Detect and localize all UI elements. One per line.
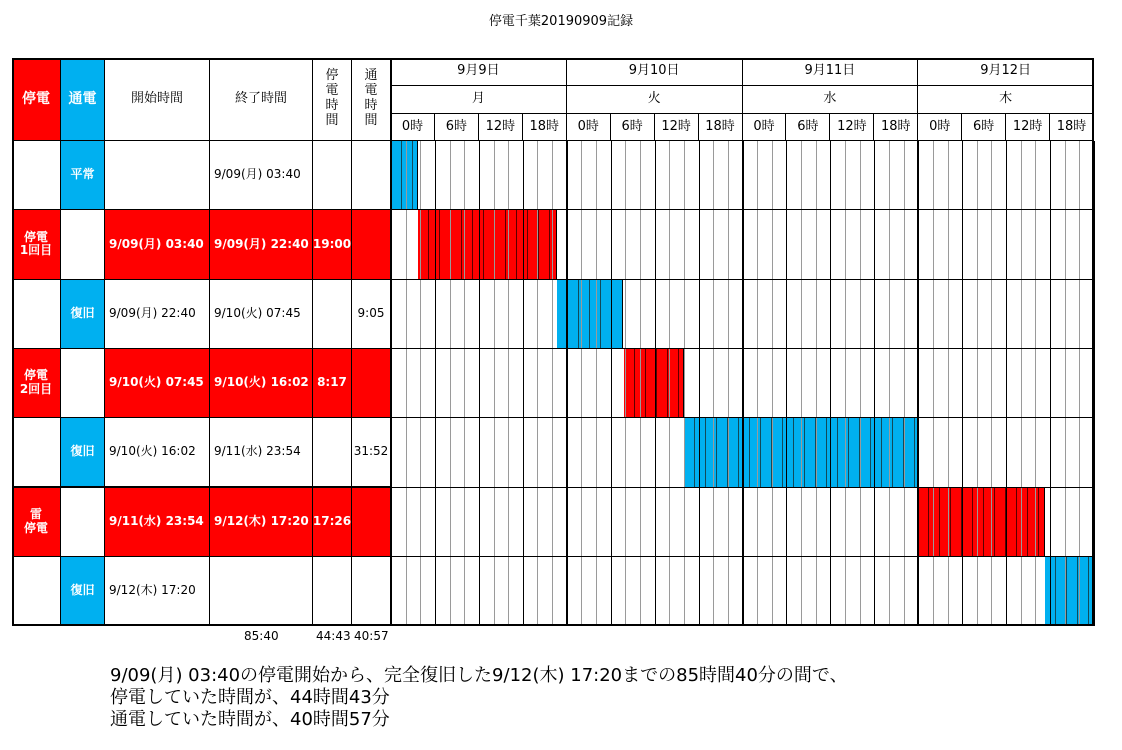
header-hour: 12時 — [1006, 114, 1050, 141]
row-outage-duration — [313, 280, 352, 349]
grid-line — [640, 141, 641, 626]
grid-line — [904, 141, 905, 626]
row-line — [12, 625, 1094, 626]
row-end-time: 9/09(月) 03:40 — [210, 141, 313, 210]
grid-line — [1035, 141, 1036, 626]
row-line — [12, 417, 1094, 418]
grid-line — [917, 141, 919, 626]
row-power-duration — [352, 557, 391, 626]
row-power-label: 復旧 — [61, 557, 105, 626]
grid-line — [845, 141, 846, 626]
header-day-date: 9月11日 — [743, 58, 919, 86]
header-hour: 6時 — [786, 114, 830, 141]
row-outage-label: 停電 1回目 — [12, 210, 61, 279]
grid-line — [450, 141, 451, 626]
grid-line — [977, 141, 978, 626]
grid-line — [816, 141, 817, 626]
row-power-label: 復旧 — [61, 418, 105, 487]
grid-line — [1065, 141, 1066, 626]
row-outage-label: 停電 2回目 — [12, 349, 61, 418]
header-day-date: 9月12日 — [918, 58, 1094, 86]
header-hour: 6時 — [962, 114, 1006, 141]
grid-line — [772, 141, 773, 626]
header-day-weekday: 木 — [918, 86, 1094, 114]
grid-line — [684, 141, 685, 626]
grid-line — [406, 141, 407, 626]
grid-line — [728, 141, 729, 626]
summary-line-2: 停電していた時間が、44時間43分 — [110, 687, 390, 708]
grid-line — [420, 141, 421, 626]
header-day-date: 9月10日 — [567, 58, 743, 86]
grid-line — [1021, 141, 1022, 626]
row-outage-duration — [313, 418, 352, 487]
grid-line — [699, 141, 700, 626]
grid-line — [552, 141, 553, 626]
summary-text — [110, 665, 848, 731]
row-start-time — [105, 141, 210, 210]
row-start-time: 9/12(木) 17:20 — [105, 557, 210, 626]
grid-line — [479, 141, 480, 626]
row-outage-label — [12, 141, 61, 210]
row-outage-duration: 8:17 — [313, 349, 352, 418]
header-power-duration: 通 電 時 間 — [352, 58, 391, 141]
row-outage-duration: 19:00 — [313, 210, 352, 279]
grid-line — [962, 141, 963, 626]
row-outage-label — [12, 557, 61, 626]
header-end-time: 終了時間 — [210, 58, 313, 141]
grid-line — [786, 141, 787, 626]
header-hour: 12時 — [830, 114, 874, 141]
grid-line — [948, 141, 949, 626]
header-hour: 0時 — [918, 114, 962, 141]
header-hour: 0時 — [743, 114, 787, 141]
grid-line — [933, 141, 934, 626]
row-power-duration — [352, 349, 391, 418]
row-power-label: 平常 — [61, 141, 105, 210]
header-hour: 12時 — [655, 114, 699, 141]
grid-line — [566, 141, 568, 626]
row-line — [12, 487, 1094, 488]
grid-line — [1093, 141, 1095, 626]
grid-line — [494, 141, 495, 626]
grid-line — [669, 141, 670, 626]
grid-line — [1079, 141, 1080, 626]
grid-line — [889, 141, 890, 626]
row-start-time: 9/10(火) 16:02 — [105, 418, 210, 487]
row-power-label — [61, 210, 105, 279]
grid-line — [435, 141, 436, 626]
row-start-time: 9/09(月) 22:40 — [105, 280, 210, 349]
header-hour: 18時 — [523, 114, 567, 141]
grid-line — [508, 141, 509, 626]
grid-line — [537, 141, 538, 626]
page-title: 停電千葉20190909記録 — [488, 14, 634, 29]
header-outage: 停電 — [12, 58, 61, 141]
grid-line — [625, 141, 626, 626]
row-outage-duration — [313, 557, 352, 626]
row-end-time: 9/11(水) 23:54 — [210, 418, 313, 487]
total-power-time: 40:57 — [354, 629, 389, 643]
header-day-weekday: 水 — [743, 86, 919, 114]
row-end-time: 9/09(月) 22:40 — [210, 210, 313, 279]
row-end-time — [210, 557, 313, 626]
row-power-duration: 9:05 — [352, 280, 391, 349]
grid-line — [860, 141, 861, 626]
grid-line — [874, 141, 875, 626]
row-power-duration: 31:52 — [352, 418, 391, 487]
row-outage-label — [12, 418, 61, 487]
header-hour: 18時 — [699, 114, 743, 141]
row-outage-duration — [313, 141, 352, 210]
grid-line — [801, 141, 802, 626]
header-hour: 6時 — [435, 114, 479, 141]
row-power-label — [61, 349, 105, 418]
outage-bar — [418, 210, 557, 279]
header-hour: 18時 — [1050, 114, 1094, 141]
header-hour: 0時 — [391, 114, 435, 141]
row-end-time: 9/10(火) 07:45 — [210, 280, 313, 349]
row-line — [12, 556, 1094, 557]
header-hour: 6時 — [611, 114, 655, 141]
row-start-time: 9/09(月) 03:40 — [105, 210, 210, 279]
row-power-label: 復旧 — [61, 280, 105, 349]
row-power-duration — [352, 141, 391, 210]
grid-line — [742, 141, 744, 626]
row-line — [12, 348, 1094, 349]
grid-line — [713, 141, 714, 626]
grid-line — [1006, 141, 1007, 626]
summary-line-1: 9/09(月) 03:40の停電開始から、完全復旧した9/12(木) 17:20までの85時間40分の間で、 — [110, 665, 848, 686]
total-elapsed: 85:40 — [244, 629, 279, 643]
power-bar — [1045, 557, 1094, 626]
grid-line — [1050, 141, 1051, 626]
row-line — [12, 140, 1094, 141]
grid-line — [611, 141, 612, 626]
row-end-time: 9/10(火) 16:02 — [210, 349, 313, 418]
header-outage-duration: 停 電 時 間 — [313, 58, 352, 141]
row-outage-duration: 17:26 — [313, 488, 352, 557]
row-end-time: 9/12(木) 17:20 — [210, 488, 313, 557]
grid-line — [830, 141, 831, 626]
header-power: 通電 — [61, 58, 105, 141]
outage-bar — [918, 488, 1046, 557]
row-outage-label — [12, 280, 61, 349]
header-hour: 12時 — [479, 114, 523, 141]
header-hour: 18時 — [874, 114, 918, 141]
header-day-weekday: 火 — [567, 86, 743, 114]
power-bar — [391, 141, 418, 210]
total-outage-time: 44:43 — [316, 629, 351, 643]
header-start-time: 開始時間 — [105, 58, 210, 141]
grid-line — [464, 141, 465, 626]
grid-line — [655, 141, 656, 626]
grid-line — [581, 141, 582, 626]
grid-line — [991, 141, 992, 626]
summary-line-3: 通電していた時間が、40時間57分 — [110, 709, 390, 730]
grid-line — [596, 141, 597, 626]
header-day-weekday: 月 — [391, 86, 567, 114]
row-line — [12, 279, 1094, 280]
header-hour: 0時 — [567, 114, 611, 141]
row-outage-label: 雷 停電 — [12, 488, 61, 557]
grid-line — [390, 141, 392, 626]
header-day-date: 9月9日 — [391, 58, 567, 86]
row-power-label — [61, 488, 105, 557]
row-line — [12, 209, 1094, 210]
grid-line — [757, 141, 758, 626]
row-power-duration — [352, 210, 391, 279]
row-start-time: 9/11(水) 23:54 — [105, 488, 210, 557]
row-start-time: 9/10(火) 07:45 — [105, 349, 210, 418]
row-power-duration — [352, 488, 391, 557]
grid-line — [523, 141, 524, 626]
